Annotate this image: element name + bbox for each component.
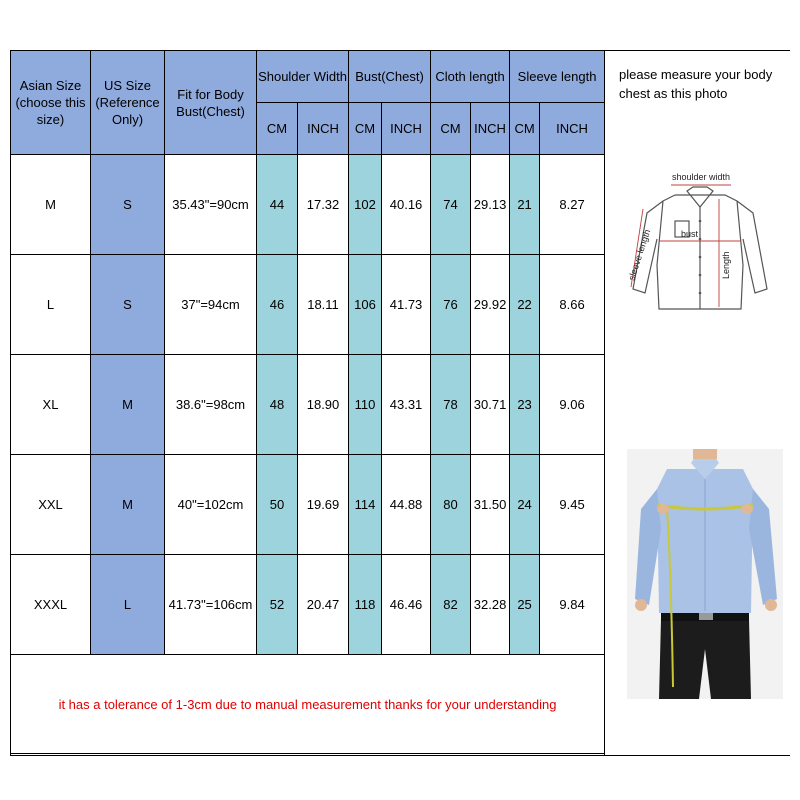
cell-sleeve-inch: 8.66 bbox=[540, 255, 605, 355]
cell-bust-cm: 106 bbox=[349, 255, 382, 355]
sketch-label-shoulder: shoulder width bbox=[671, 172, 731, 182]
unit-inch: INCH bbox=[471, 103, 510, 155]
tolerance-note: it has a tolerance of 1-3cm due to manual measurement thanks for your understanding bbox=[11, 655, 605, 754]
cell-bust-inch: 43.31 bbox=[382, 355, 431, 455]
header-asian-size: Asian Size (choose this size) bbox=[11, 51, 91, 155]
unit-inch: INCH bbox=[298, 103, 349, 155]
cell-sleeve-inch: 9.45 bbox=[540, 455, 605, 555]
table-row bbox=[11, 255, 605, 355]
cell-us-size: S bbox=[91, 155, 165, 255]
unit-cm: CM bbox=[431, 103, 471, 155]
cell-shoulder-cm: 50 bbox=[257, 455, 298, 555]
cell-sleeve-cm: 24 bbox=[510, 455, 540, 555]
sketch-label-bust: bust bbox=[681, 229, 699, 239]
cell-fit: 38.6"=98cm bbox=[165, 355, 257, 455]
cell-shoulder-inch: 18.11 bbox=[298, 255, 349, 355]
header-cloth-length: Cloth length bbox=[431, 51, 510, 103]
cell-cloth-inch: 31.50 bbox=[471, 455, 510, 555]
cell-cloth-inch: 29.13 bbox=[471, 155, 510, 255]
unit-cm: CM bbox=[349, 103, 382, 155]
unit-inch: INCH bbox=[540, 103, 605, 155]
note-row bbox=[11, 655, 605, 754]
measurement-guide-panel bbox=[604, 51, 790, 755]
sketch-label-sleeve: sleeve length bbox=[626, 228, 653, 282]
measure-instruction: please measure your body chest as this photo bbox=[619, 67, 773, 101]
cell-cloth-inch: 32.28 bbox=[471, 555, 510, 655]
cell-bust-cm: 114 bbox=[349, 455, 382, 555]
cell-bust-inch: 44.88 bbox=[382, 455, 431, 555]
cell-cloth-cm: 76 bbox=[431, 255, 471, 355]
unit-inch: INCH bbox=[382, 103, 431, 155]
cell-fit: 37"=94cm bbox=[165, 255, 257, 355]
cell-cloth-cm: 78 bbox=[431, 355, 471, 455]
cell-shoulder-inch: 19.69 bbox=[298, 455, 349, 555]
cell-sleeve-inch: 9.84 bbox=[540, 555, 605, 655]
header-row bbox=[11, 51, 605, 103]
cell-us-size: S bbox=[91, 255, 165, 355]
cell-fit: 35.43"=90cm bbox=[165, 155, 257, 255]
chest-measuring-photo bbox=[627, 449, 783, 699]
cell-fit: 40"=102cm bbox=[165, 455, 257, 555]
cell-shoulder-cm: 44 bbox=[257, 155, 298, 255]
cell-asian-size: M bbox=[11, 155, 91, 255]
shirt-measurement-sketch bbox=[623, 169, 779, 319]
header-fit-for-body: Fit for Body Bust(Chest) bbox=[165, 51, 257, 155]
size-chart-table bbox=[10, 50, 605, 754]
cell-bust-cm: 102 bbox=[349, 155, 382, 255]
cell-asian-size: XL bbox=[11, 355, 91, 455]
cell-shoulder-cm: 52 bbox=[257, 555, 298, 655]
cell-cloth-inch: 29.92 bbox=[471, 255, 510, 355]
cell-cloth-cm: 80 bbox=[431, 455, 471, 555]
cell-fit: 41.73"=106cm bbox=[165, 555, 257, 655]
cell-cloth-cm: 74 bbox=[431, 155, 471, 255]
cell-asian-size: L bbox=[11, 255, 91, 355]
sketch-label-length: Length bbox=[721, 251, 731, 279]
cell-bust-inch: 40.16 bbox=[382, 155, 431, 255]
cell-shoulder-inch: 20.47 bbox=[298, 555, 349, 655]
cell-sleeve-cm: 25 bbox=[510, 555, 540, 655]
cell-shoulder-inch: 18.90 bbox=[298, 355, 349, 455]
cell-us-size: M bbox=[91, 355, 165, 455]
cell-asian-size: XXL bbox=[11, 455, 91, 555]
cell-bust-cm: 118 bbox=[349, 555, 382, 655]
cell-bust-inch: 41.73 bbox=[382, 255, 431, 355]
cell-us-size: L bbox=[91, 555, 165, 655]
cell-cloth-inch: 30.71 bbox=[471, 355, 510, 455]
table-row bbox=[11, 355, 605, 455]
header-us-size: US Size (Reference Only) bbox=[91, 51, 165, 155]
cell-sleeve-cm: 23 bbox=[510, 355, 540, 455]
header-bust: Bust(Chest) bbox=[349, 51, 431, 103]
cell-bust-inch: 46.46 bbox=[382, 555, 431, 655]
cell-shoulder-inch: 17.32 bbox=[298, 155, 349, 255]
cell-sleeve-inch: 8.27 bbox=[540, 155, 605, 255]
table-row bbox=[11, 455, 605, 555]
cell-us-size: M bbox=[91, 455, 165, 555]
cell-sleeve-inch: 9.06 bbox=[540, 355, 605, 455]
cell-cloth-cm: 82 bbox=[431, 555, 471, 655]
cell-asian-size: XXXL bbox=[11, 555, 91, 655]
cell-sleeve-cm: 21 bbox=[510, 155, 540, 255]
header-sleeve-length: Sleeve length bbox=[510, 51, 605, 103]
header-shoulder-width: Shoulder Width bbox=[257, 51, 349, 103]
cell-shoulder-cm: 48 bbox=[257, 355, 298, 455]
table-row bbox=[11, 155, 605, 255]
unit-cm: CM bbox=[257, 103, 298, 155]
cell-shoulder-cm: 46 bbox=[257, 255, 298, 355]
table-row bbox=[11, 555, 605, 655]
unit-cm: CM bbox=[510, 103, 540, 155]
cell-sleeve-cm: 22 bbox=[510, 255, 540, 355]
cell-bust-cm: 110 bbox=[349, 355, 382, 455]
